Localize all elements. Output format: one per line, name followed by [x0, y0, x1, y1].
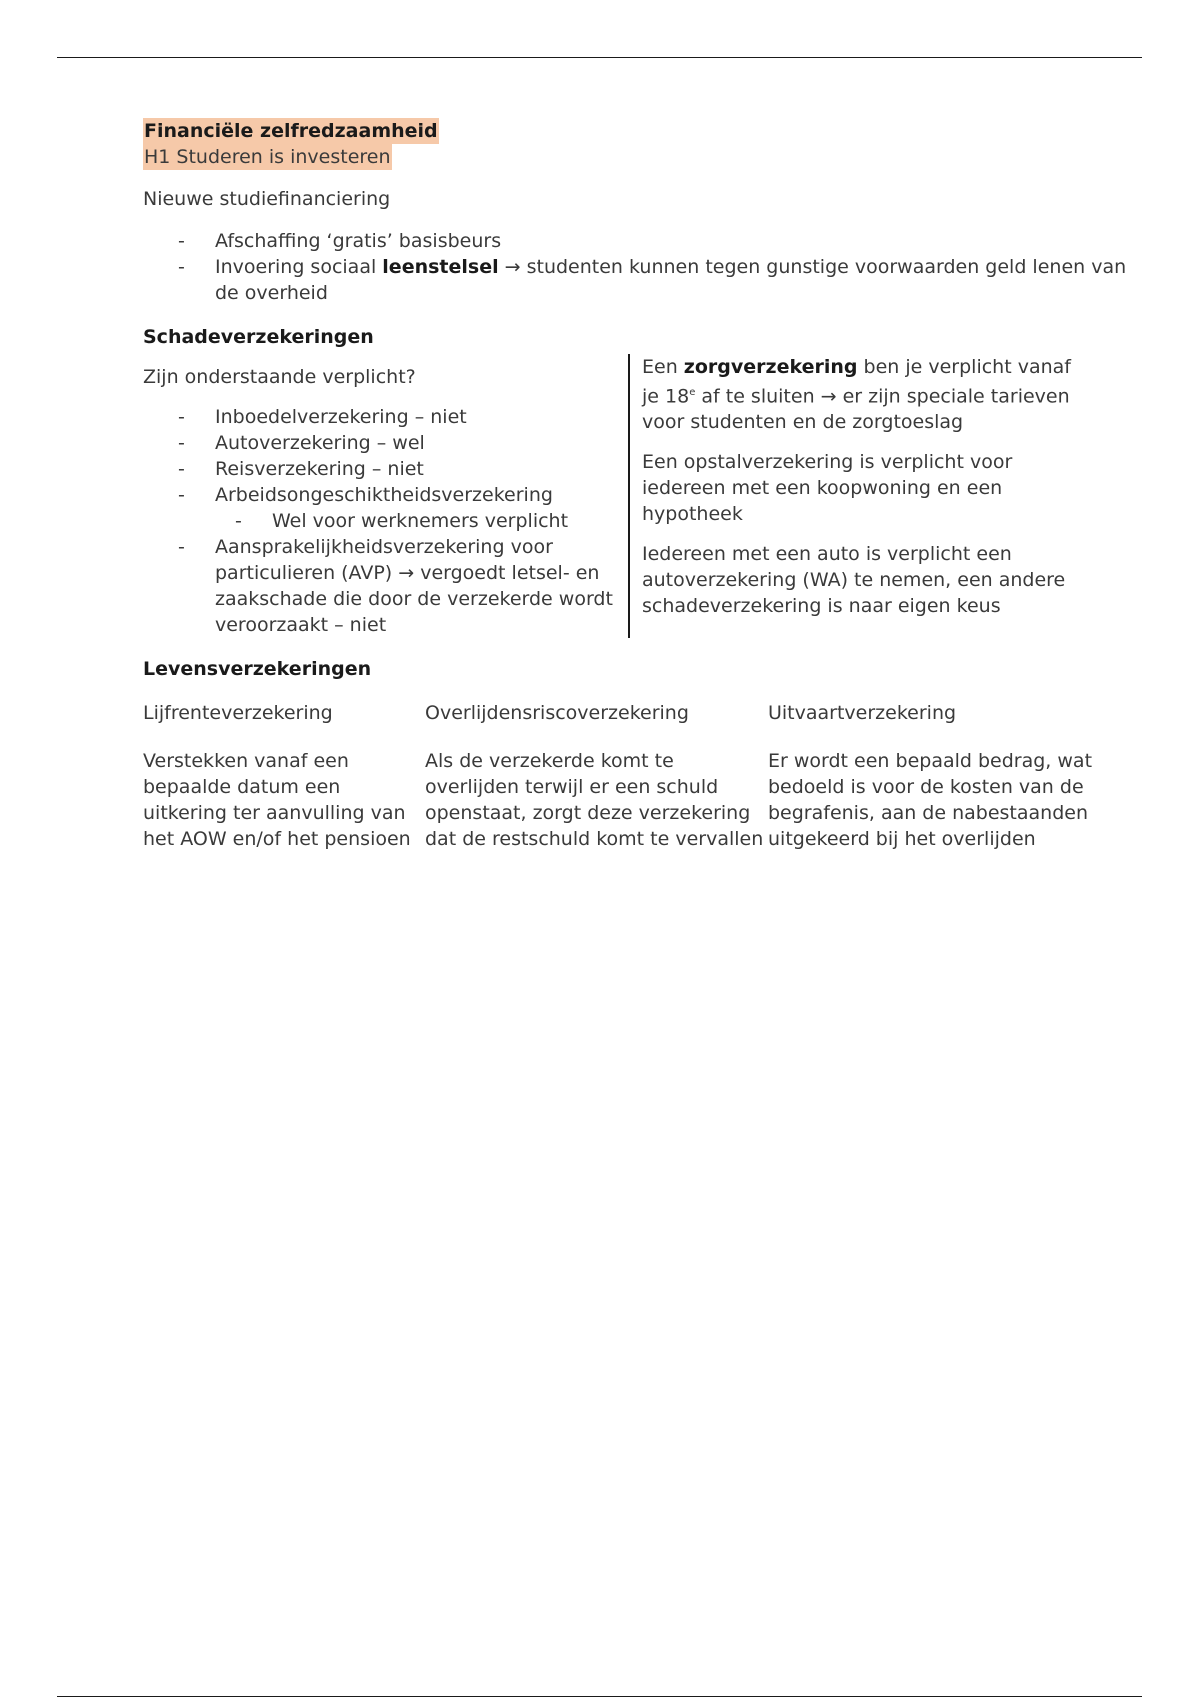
- note-text: ben je verplicht vanaf je 18: [642, 356, 1071, 408]
- document-page: [143, 118, 1143, 852]
- ordinal-suffix: e: [689, 387, 696, 398]
- note-text: af te sluiten → er zijn speciale tarieven voor studenten en de zorgtoeslag: [642, 385, 1070, 434]
- list-item: [215, 482, 628, 534]
- schade-left-column: [143, 364, 628, 638]
- sub-list-item: - Wel voor werknemers verplicht: [272, 508, 628, 534]
- schade-question: Zijn onderstaande verplicht?: [143, 366, 416, 388]
- column-text: Er wordt een bepaald bedrag, wat bedoeld is voor de kosten van de begrafenis, aan de nabestaanden uitgekeerd bij het overlijden: [768, 750, 1093, 850]
- list-item: - Autoverzekering – wel: [215, 430, 628, 456]
- list-item-text: Arbeidsongeschiktheidsverzekering: [215, 484, 553, 506]
- note-opstalverzekering: Een opstalverzekering is verplicht voor iedereen met een koopwoning en een hypotheek: [642, 451, 1013, 526]
- document-title: Financiële zelfredzaamheid: [144, 120, 438, 142]
- leven-column-overlijdensrisico: [425, 700, 768, 852]
- section-title-schade: Schadeverzekeringen: [143, 326, 374, 348]
- list-item-text: Invoering sociaal: [215, 256, 383, 278]
- header-rule: [57, 57, 1142, 58]
- leven-columns: [143, 700, 1143, 852]
- keyword-zorgverzekering: zorgverzekering: [683, 356, 858, 378]
- column-text: Verstekken vanaf een bepaalde datum een uitkering ter aanvulling van het AOW en/of het pensioen: [143, 750, 411, 850]
- list-item: - Inboedelverzekering – niet: [215, 404, 628, 430]
- schade-list: [143, 404, 628, 638]
- chapter-title: H1 Studeren is investeren: [144, 146, 391, 168]
- sub-list: [215, 508, 628, 534]
- section-title-leven: Levensverzekeringen: [143, 658, 372, 680]
- column-text: Als de verzekerde komt te overlijden terwijl er een schuld openstaat, zorgt deze verzekering dat de restschuld komt te vervallen: [425, 750, 764, 850]
- document-title-block: [143, 118, 1143, 170]
- list-item-text: → studenten kunnen tegen gunstige voorwaarden geld lenen van de overheid: [215, 256, 1127, 304]
- leven-column-lijfrente: [143, 700, 425, 852]
- keyword-leenstelsel: leenstelsel: [382, 256, 499, 278]
- column-title: Lijfrenteverzekering: [143, 702, 333, 724]
- note-autoverzekering: Iedereen met een auto is verplicht een autoverzekering (WA) te nemen, een andere schadeverzekering is naar eigen keus: [642, 543, 1066, 618]
- schade-columns: [143, 356, 1143, 638]
- footer-rule: [57, 1696, 1142, 1697]
- list-item: [215, 254, 1143, 306]
- leven-column-uitvaart: [768, 700, 1128, 852]
- studiefinanciering-intro: Nieuwe studiefinanciering: [143, 188, 391, 210]
- column-title: Uitvaartverzekering: [768, 702, 957, 724]
- list-item: - Aansprakelijkheidsverzekering voor particulieren (AVP) → vergoedt letsel- en zaakschade die door de verzekerde wordt veroorzaakt – niet: [215, 534, 628, 638]
- schade-notes-column: [628, 354, 1072, 638]
- note-text: Een: [642, 356, 684, 378]
- column-title: Overlijdensriscoverzekering: [425, 702, 689, 724]
- list-item: - Afschaffing ‘gratis’ basisbeurs: [215, 228, 1143, 254]
- studiefinanciering-list: [143, 228, 1143, 306]
- list-item: - Reisverzekering – niet: [215, 456, 628, 482]
- note-zorgverzekering: [642, 354, 1072, 435]
